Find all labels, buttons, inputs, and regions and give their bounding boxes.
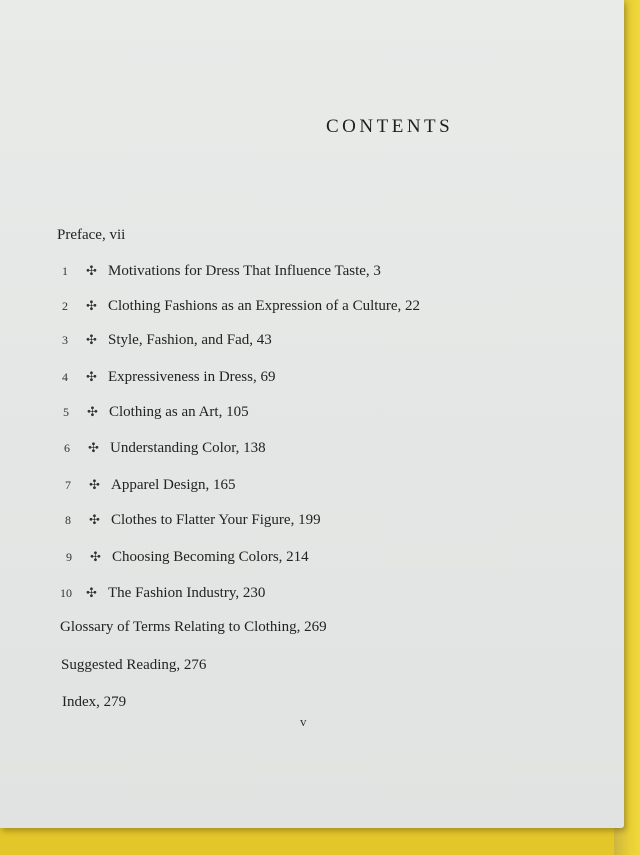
ornament-icon: ✣ bbox=[86, 332, 97, 347]
toc-chapter-9 bbox=[66, 548, 309, 566]
toc-chapter-5 bbox=[63, 403, 249, 421]
chapter-title: Motivations for Dress That Influence Taste, 3 bbox=[108, 263, 381, 279]
chapter-number: 3 bbox=[62, 333, 68, 347]
ornament-icon: ✣ bbox=[86, 585, 97, 600]
chapter-number: 7 bbox=[65, 478, 71, 492]
toc-glossary: Glossary of Terms Relating to Clothing, 269 bbox=[60, 619, 327, 635]
chapter-number: 1 bbox=[62, 264, 68, 278]
ornament-icon: ✣ bbox=[87, 404, 98, 419]
chapter-number: 6 bbox=[64, 441, 70, 455]
chapter-title: Choosing Becoming Colors, 214 bbox=[112, 549, 309, 565]
chapter-number: 2 bbox=[62, 299, 68, 313]
ornament-icon: ✣ bbox=[86, 263, 97, 278]
toc-chapter-1 bbox=[62, 262, 381, 280]
toc-chapter-6 bbox=[64, 439, 266, 457]
chapter-title: Clothing as an Art, 105 bbox=[109, 404, 249, 420]
toc-chapter-8 bbox=[65, 511, 321, 529]
toc-chapter-7 bbox=[65, 476, 236, 494]
ornament-icon: ✣ bbox=[90, 549, 101, 564]
chapter-title: Apparel Design, 165 bbox=[111, 477, 236, 493]
ornament-icon: ✣ bbox=[86, 298, 97, 313]
chapter-number: 9 bbox=[66, 550, 72, 564]
toc-chapter-10 bbox=[60, 584, 265, 602]
chapter-number: 8 bbox=[65, 513, 71, 527]
chapter-number: 10 bbox=[60, 586, 72, 600]
toc-chapter-3 bbox=[62, 331, 272, 349]
chapter-title: Clothing Fashions as an Expression of a Culture, 22 bbox=[108, 298, 421, 314]
toc-index: Index, 279 bbox=[62, 694, 127, 710]
ornament-icon: ✣ bbox=[89, 477, 100, 492]
chapter-title: Clothes to Flatter Your Figure, 199 bbox=[111, 512, 321, 528]
ornament-icon: ✣ bbox=[86, 369, 97, 384]
chapter-title: Style, Fashion, and Fad, 43 bbox=[108, 332, 272, 348]
toc-suggested-reading: Suggested Reading, 276 bbox=[61, 657, 207, 673]
contents-heading: CONTENTS bbox=[326, 116, 454, 137]
toc-chapter-2 bbox=[62, 297, 420, 315]
toc-preface: Preface, vii bbox=[57, 227, 126, 243]
chapter-title: Expressiveness in Dress, 69 bbox=[108, 369, 276, 385]
chapter-title: The Fashion Industry, 230 bbox=[108, 585, 266, 601]
chapter-title: Understanding Color, 138 bbox=[110, 440, 266, 456]
ornament-icon: ✣ bbox=[89, 512, 100, 527]
ornament-icon: ✣ bbox=[88, 440, 99, 455]
chapter-number: 5 bbox=[63, 405, 69, 419]
chapter-number: 4 bbox=[62, 370, 68, 384]
toc-chapter-4 bbox=[62, 368, 275, 386]
page-number: v bbox=[300, 714, 307, 729]
